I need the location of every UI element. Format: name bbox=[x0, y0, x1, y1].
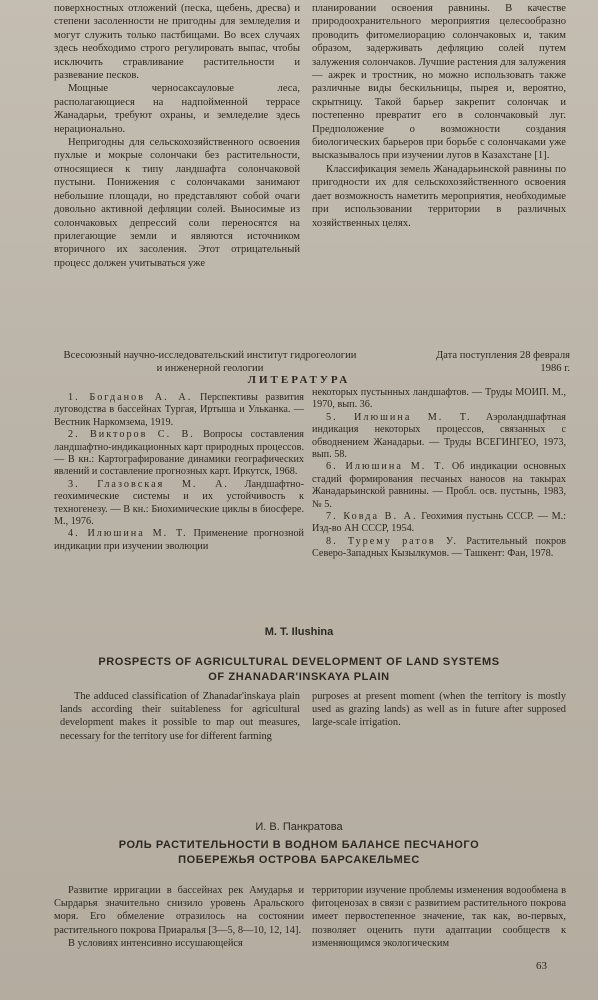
literature-heading: ЛИТЕРАТУРА bbox=[247, 374, 351, 386]
english-title-line: OF ZHANADAR'INSKAYA PLAIN bbox=[208, 671, 390, 683]
paragraph: Непригодны для сельскохозяйственного освоения пухлые и мокрые солончаки без растительности, относящиеся к типу ландшафта солончаковой пустыни. Понижения с солончаками занимают небольшие площади, но представляют собой очаги довольно активной дефляции солей. Выносимые из солончаковых депрессий соли переносятся на прилегающие земли и являются источником вторичного их засоления. Этот отрицательный процесс должен учитываться уже bbox=[54, 137, 300, 269]
paragraph: Развитие ирригации в бассейнах рек Амударья и Сырдарья значительно снизило уровень Аральского моря. Его обмеление отразилось на состоянии растительного покрова Приаралья [3—5, 8—10, 12, 14]. bbox=[54, 885, 304, 936]
top-right-column bbox=[312, 2, 566, 230]
reference-author: 2. Викторов С. В. bbox=[68, 429, 195, 441]
paragraph: территории изучение проблемы изменения водообмена в фитоценозах в связи с развитием растительного покрова имеет первостепенное значение, так как, во-первых, позволяет оценить пути адаптации сообществ к изменяющимся экологическим bbox=[312, 885, 566, 949]
russian-title-line: РОЛЬ РАСТИТЕЛЬНОСТИ В ВОДНОМ БАЛАНСЕ ПЕСЧАНОГО bbox=[118, 839, 480, 851]
russian-title-line: ПОБЕРЕЖЬЯ ОСТРОВА БАРСАКЕЛЬМЕС bbox=[178, 854, 420, 866]
reference-text: Геохимия пустынь СССР. — М.: Изд-во АН СССР, 1954. bbox=[312, 511, 566, 535]
paragraph: планировании освоения равнины. В качестве природоохранительного мероприятия целесообразно проводить фитомелиорацию солончаковых и, таким образом, задерживать дефляцию солей путем залужения солончаков. Лучшие растения для залужения — ажрек и тростник, но можно использовать также различные виды бескильницы, пырея и, вероятно, скрытницу. Такой барьер закрепит солончак и постепенно превратит его в солончаковый луг. Предположение о возможности создания биологических барьеров при борьбе с солончаками уже высказывалось при изучении лугов в Казахстане [1]. bbox=[312, 3, 566, 162]
russian-author: И. В. Панкратова bbox=[255, 821, 343, 833]
paragraph: В условиях интенсивно иссушающейся bbox=[68, 937, 243, 949]
reference-author: 8. Турему ратов У. bbox=[326, 535, 458, 547]
received-date: Дата поступления 28 февраля 1986 г. bbox=[435, 350, 570, 374]
abstract-left-column bbox=[60, 690, 300, 743]
abstract-text: The adduced classification of Zhanadar'inskaya plain lands according their suitableness for agricultural development makes it possible to map out measures, necessary for the territory use for different farming bbox=[60, 691, 300, 742]
reference-author: 1. Богданов А. А. bbox=[68, 392, 193, 403]
reference-text: Аэроландшафтная индикация некоторых процессов, связанных с обводнением Жанадарьи. — Труды ВСЕГИНГЕО, 1973, вып. 58. bbox=[312, 411, 566, 461]
paragraph: Классификация земель Жанадарьинской равнины по пригодности их для сельскохозяйственного освоения дает возможность наметить мероприятия, необходимые при использовании территории в различных хозяйственных целях. bbox=[312, 163, 566, 229]
english-title bbox=[40, 655, 558, 685]
reference-author: 5. Илюшина М. Т. bbox=[326, 411, 472, 423]
reference-author: 3. Глазовская М. А. bbox=[68, 478, 229, 490]
reference-text: Об индикации основных стадий формирования песчаных наносов на такырах Жанадарьинской равнины. — Пробл. осв. пустынь, 1983, № 5. bbox=[312, 461, 566, 510]
top-left-column bbox=[54, 2, 300, 270]
article-body-left-column bbox=[54, 884, 304, 950]
english-title-line: PROSPECTS OF AGRICULTURAL DEVELOPMENT OF LAND SYSTEMS bbox=[98, 656, 500, 668]
references-left-column bbox=[54, 392, 304, 553]
institution-affiliation: Всесоюзный научно-исследовательский институт гидрогеологии и инженерной геологии bbox=[63, 350, 357, 374]
reference-item bbox=[54, 479, 304, 529]
reference-author: 4. Илюшина М. Т. bbox=[68, 528, 188, 540]
reference-text: Перспективы развития луговодства в бассейнах Тургая, Иртыша и Ульканка. — Вестник Наркомзема, 1919. bbox=[54, 392, 304, 428]
russian-title bbox=[40, 838, 558, 868]
reference-item bbox=[312, 461, 566, 511]
abstract-text: purposes at present moment (when the territory is mostly used as grazing lands) as well as in future after supposed large-scale irrigation. bbox=[312, 691, 566, 729]
reference-text: Вопросы составления ландшафтно-индикационных карт природных процессов. — В кн.: Картографирование динамики географических явлений и составление прогнозных карт. Иркутск, 1968. bbox=[54, 429, 304, 478]
reference-author: 7. Ковда В. А. bbox=[326, 511, 418, 523]
reference-item bbox=[312, 511, 566, 536]
english-author: M. T. Ilushina bbox=[264, 626, 334, 638]
reference-text: Растительный покров Северо-Западных Кызылкумов. — Ташкент: Фан, 1978. bbox=[312, 535, 566, 560]
paragraph: Мощные черносаксауловые леса, располагающиеся на надпойменной террасе Жанадарьи, требуют охраны, и земледелие здесь нерационально. bbox=[54, 83, 300, 135]
reference-item bbox=[312, 412, 566, 462]
reference-text: некоторых пустынных ландшафтов. — Труды МОИП. М., 1970, вып. 36. bbox=[312, 387, 566, 411]
reference-author: 6. Илюшина М. Т. bbox=[326, 461, 446, 473]
reference-item bbox=[54, 392, 304, 429]
reference-item bbox=[312, 536, 566, 561]
references-right-column bbox=[312, 387, 566, 561]
reference-text: Ландшафтно-геохимические системы и их устойчивость к техногенезу. — В кн.: Биохимические циклы в биосфере. М., 1976. bbox=[54, 478, 304, 528]
reference-item bbox=[54, 528, 304, 553]
article-body-right-column bbox=[312, 884, 566, 950]
page-number: 63 bbox=[536, 960, 547, 972]
abstract-right-column bbox=[312, 690, 566, 730]
reference-text: Применение прогнозной индикации при изучении эволюции bbox=[54, 528, 304, 552]
paragraph: поверхностных отложений (песка, щебень, дресва) и степени засоленности не пригодны для земледелия и могут служить только пастбищами. Во всех случаях здесь необходимо строго регулировать выпас, чтобы исключить стравливание растительности и развевание песков. bbox=[54, 3, 300, 82]
reference-item bbox=[312, 387, 566, 412]
reference-item bbox=[54, 429, 304, 479]
